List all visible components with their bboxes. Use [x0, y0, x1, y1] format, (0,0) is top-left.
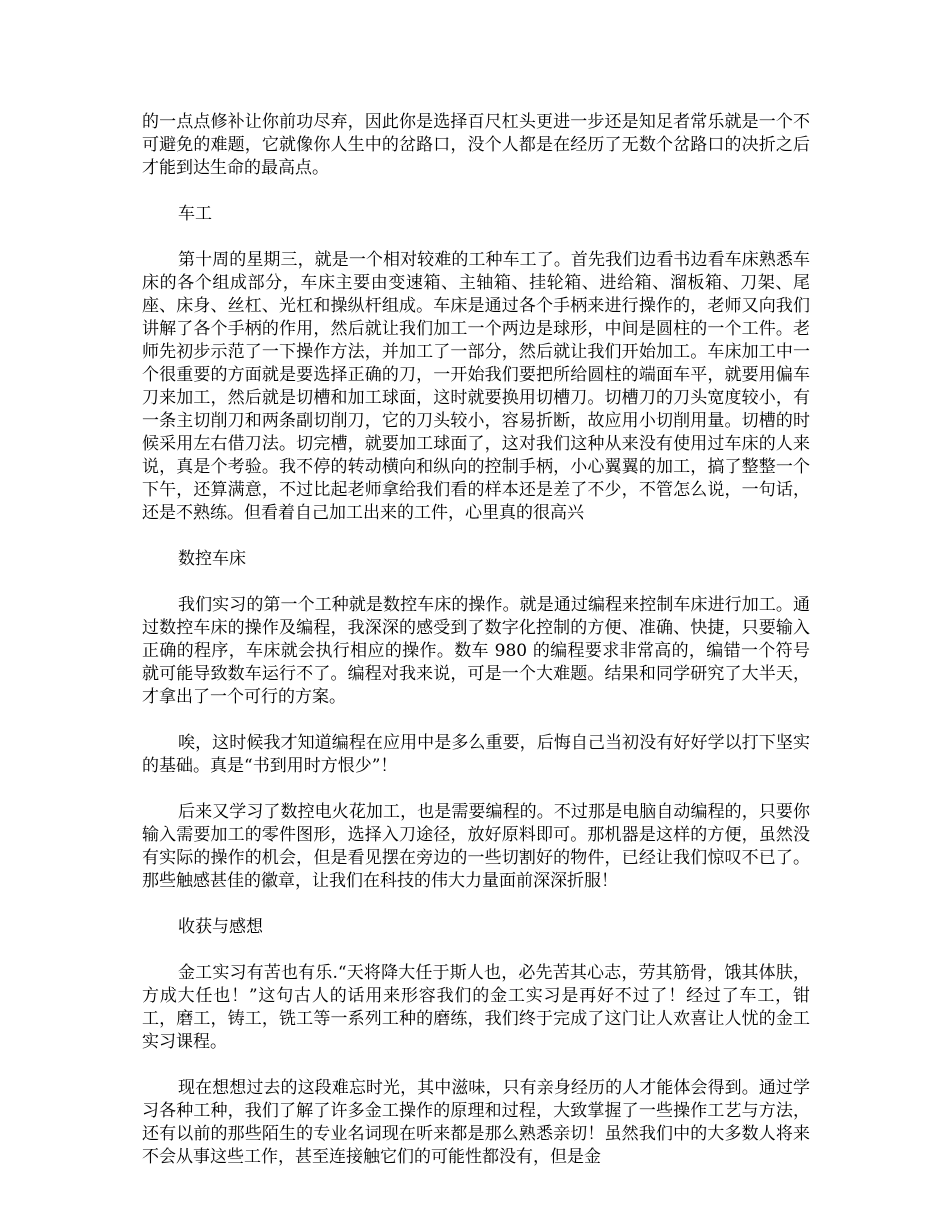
- section-heading-harvest: 收获与感想: [178, 917, 263, 937]
- section-heading-lathe: 车工: [178, 204, 212, 224]
- harvest-paragraph-1: 金工实习有苦也有乐.“天将降大任于斯人也，必先苦其心志，劳其筋骨，饿其体肤，方成大任也！”这句古人的话用来形容我们的金工实习是再好不过了！经过了车工，钳工，磨工，铸工，铣工等一系列工种的磨练，我们终于完成了这门让人欢喜让人忧的金工实习课程。: [142, 963, 810, 1052]
- cnc-paragraph-1: 我们实习的第一个工种就是数控车床的操作。就是通过编程来控制车床进行加工。通过数控车床的操作及编程，我深深的感受到了数字化控制的方便、准确、快捷，只要输入正确的程序，车床就会执行相应的操作。数车 980 的编程要求非常高的，编错一个符号就可能导致数车运行不了。编程对我来说，可是一个大难题。结果和同学研究了大半天，才拿出了一个可行的方案。: [142, 595, 810, 707]
- cnc-paragraph-2: 唉，这时候我才知道编程在应用中是多么重要，后悔自己当初没有好好学以打下坚实的基础。真是“书到用时方恨少”！: [142, 733, 810, 776]
- section-heading-cnc: 数控车床: [178, 549, 246, 569]
- cnc-paragraph-3: 后来又学习了数控电火花加工，也是需要编程的。不过那是电脑自动编程的，只要你输入需要加工的零件图形，选择入刀途径，放好原料即可。那机器是这样的方便，虽然没有实际的操作的机会，但是看见摆在旁边的一些切割好的物件，已经让我们惊叹不已了。那些触感甚佳的徽章，让我们在科技的伟大力量面前深深折服！: [142, 802, 810, 891]
- harvest-paragraph-2: 现在想想过去的这段难忘时光，其中滋味，只有亲身经历的人才能体会得到。通过学习各种工种，我们了解了许多金工操作的原理和过程，大致掌握了一些操作工艺与方法，还有以前的那些陌生的专业名词现在听来都是那么熟悉亲切！虽然我们中的大多数人将来不会从事这些工作，甚至连接触它们的可能性都没有，但是金: [142, 1078, 810, 1167]
- document-page: [142, 111, 810, 1192]
- lathe-paragraph: 第十周的星期三，就是一个相对较难的工种车工了。首先我们边看书边看车床熟悉车床的各个组成部分，车床主要由变速箱、主轴箱、挂轮箱、进给箱、溜板箱、刀架、尾座、床身、丝杠、光杠和操纵杆组成。车床是通过各个手柄来进行操作的，老师又向我们讲解了各个手柄的作用，然后就让我们加工一个两边是球形，中间是圆柱的一个工件。老师先初步示范了一下操作方法，并加工了一部分，然后就让我们开始加工。车床加工中一个很重要的方面就是要选择正确的刀，一开始我们要把所给圆柱的端面车平，就要用偏车刀来加工，然后就是切槽和加工球面，这时就要换用切槽刀。切槽刀的刀头宽度较小，有一条主切削刀和两条副切削刀，它的刀头较小，容易折断，故应用小切削用量。切槽的时候采用左右借刀法。切完槽，就要加工球面了，这对我们这种从来没有使用过车床的人来说，真是个考验。我不停的转动横向和纵向的控制手柄，小心翼翼的加工，搞了整整一个下午，还算满意，不过比起老师拿给我们看的样本还是差了不少，不管怎么说，一句话，还是不熟练。但看着自己加工出来的工件，心里真的很高兴: [142, 250, 810, 523]
- intro-paragraph: 的一点点修补让你前功尽弃，因此你是选择百尺杠头更进一步还是知足者常乐就是一个不可避免的难题，它就像你人生中的岔路口，没个人都是在经历了无数个岔路口的决折之后才能到达生命的最高点。: [142, 112, 810, 178]
